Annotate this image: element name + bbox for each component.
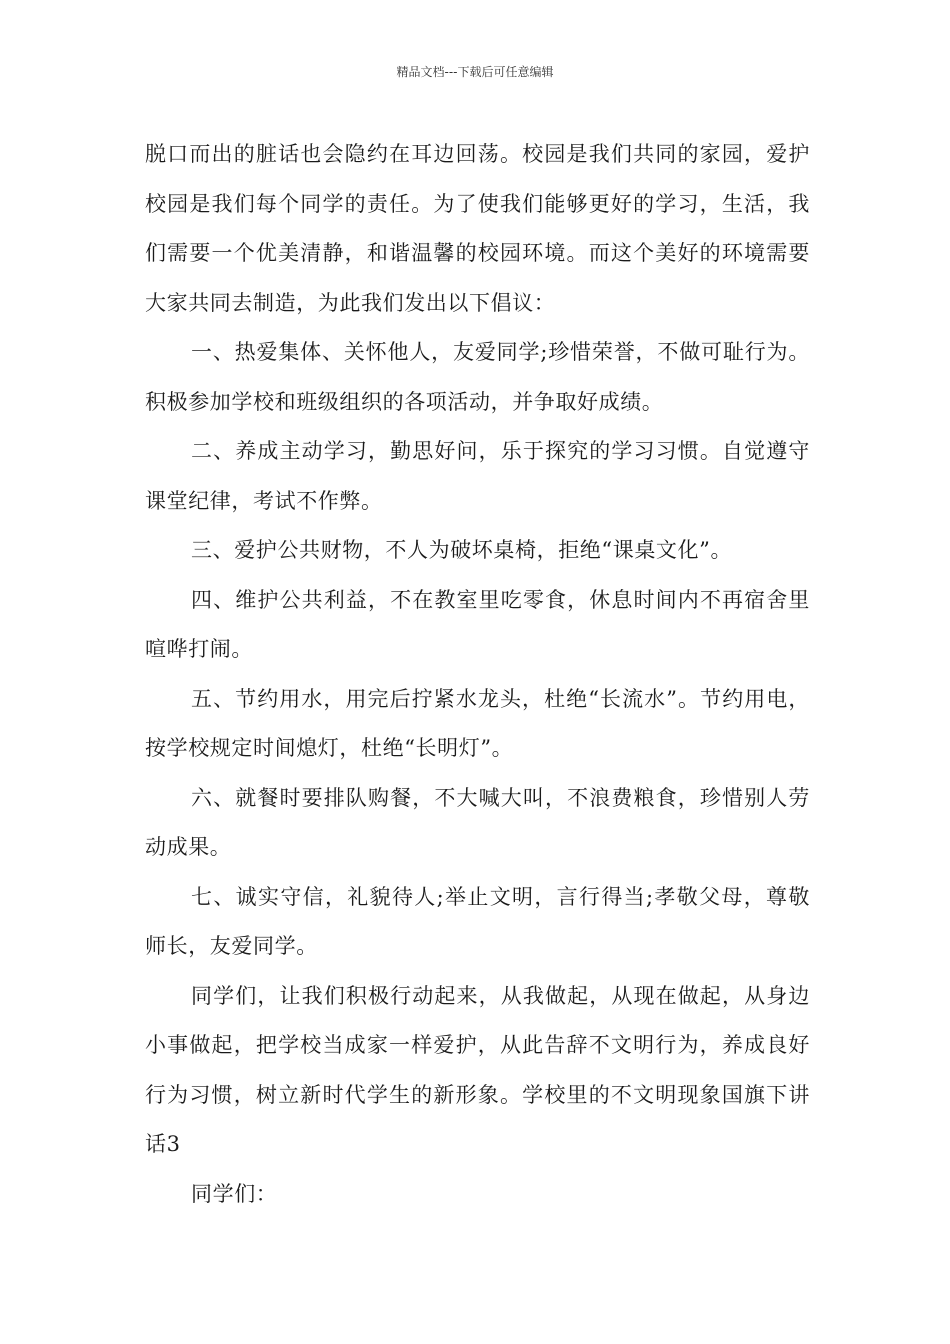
paragraph-item-6: 六、就餐时要排队购餐，不大喊大叫，不浪费粮食，珍惜别人劳动成果。 [145,785,810,859]
paragraph-intro: 脱口而出的脏话也会隐约在耳边回荡。校园是我们共同的家园，爱护校园是我们每个同学的责任。为了使我们能够更好的学习，生活，我们需要一个优美清静，和谐温馨的校园环境。而这个美好的环境需要大家共同去制造，为此我们发出以下倡议： [145,142,810,315]
paragraph-item-3: 三、爱护公共财物，不人为破坏桌椅，拒绝“课桌文化”。 [191,538,733,562]
paragraph-item-4: 四、维护公共利益，不在教室里吃零食，休息时间内不再宿舍里喧哗打闹。 [145,587,810,661]
paragraph-salutation: 同学们： [191,1181,278,1206]
page-header: 精品文档---下载后可任意编辑 [396,65,554,79]
paragraph-item-7: 七、诚实守信，礼貌待人;举止文明，言行得当;孝敬父母，尊敬师长，友爱同学。 [145,884,810,958]
paragraph-item-1: 一、热爱集体、关怀他人，友爱同学;珍惜荣誉，不做可耻行为。积极参加学校和班级组织的各项活动，并争取好成绩。 [145,340,810,414]
paragraph-item-2: 二、养成主动学习，勤思好问，乐于探究的学习习惯。自觉遵守课堂纪律，考试不作弊。 [145,439,810,513]
document-body [145,130,810,1219]
paragraph-closing: 同学们，让我们积极行动起来，从我做起，从现在做起，从身边小事做起，把学校当成家一样爱护，从此告辞不文明行为，养成良好行为习惯，树立新时代学生的新形象。学校里的不文明现象国旗下讲话3 [145,983,810,1156]
paragraph-item-5: 五、节约用水，用完后拧紧水龙头，杜绝“长流水”。节约用电，按学校规定时间熄灯，杜绝“长明灯”。 [145,686,810,760]
